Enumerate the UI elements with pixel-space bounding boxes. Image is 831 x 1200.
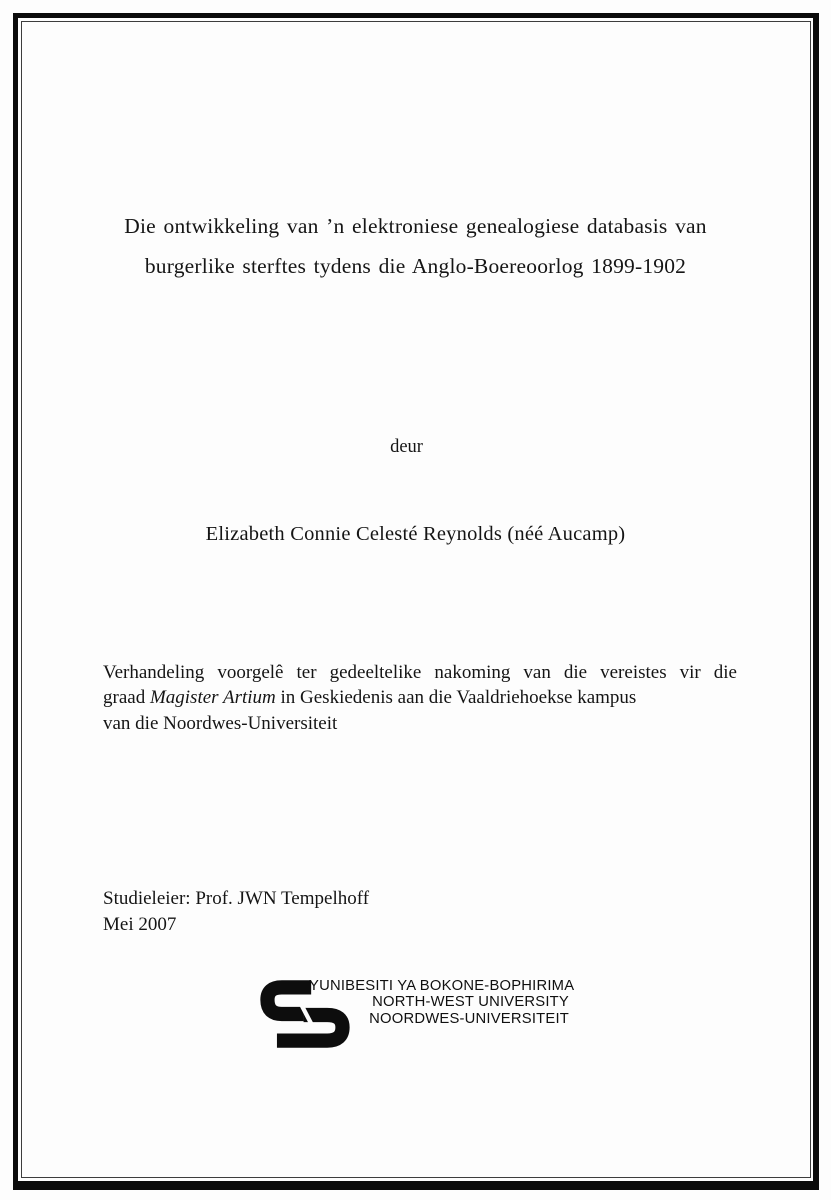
degree-declaration	[103, 660, 737, 736]
nwu-logo-wordmark	[309, 978, 575, 1027]
logo-text-setswana: YUNIBESITI YA BOKONE-BOPHIRIMA	[309, 978, 575, 994]
declaration-line1: Verhandeling voorgelê ter gedeeltelike nakoming van die vereistes vir die	[103, 662, 737, 683]
thesis-title-line1: Die ontwikkeling van ’n elektroniese genealogiese databasis van	[124, 214, 707, 238]
supervisor-line: Studieleier: Prof. JWN Tempelhoff	[103, 888, 370, 909]
thesis-title-line2: burgerlike sterftes tydens die Anglo-Boereoorlog 1899-1902	[144, 254, 687, 278]
declaration-line3: van die Noordwes-Universiteit	[103, 712, 338, 734]
logo-text-english: NORTH-WEST UNIVERSITY	[372, 994, 569, 1011]
declaration-line2-suffix: in Geskiedenis aan die Vaaldriehoekse kampus	[275, 687, 637, 709]
date-line: Mei 2007	[103, 913, 177, 935]
thesis-title	[60, 206, 771, 286]
degree-name: Magister Artium	[149, 687, 276, 709]
declaration-line2	[103, 685, 737, 710]
declaration-line2-prefix: graad	[103, 687, 150, 709]
byline-deur: deur	[390, 437, 423, 457]
logo-text-afrikaans: NOORDWES-UNIVERSITEIT	[369, 1010, 569, 1027]
supervisor-and-date	[103, 886, 369, 937]
author-name: Elizabeth Connie Celesté Reynolds (néé Aucamp)	[205, 523, 626, 545]
